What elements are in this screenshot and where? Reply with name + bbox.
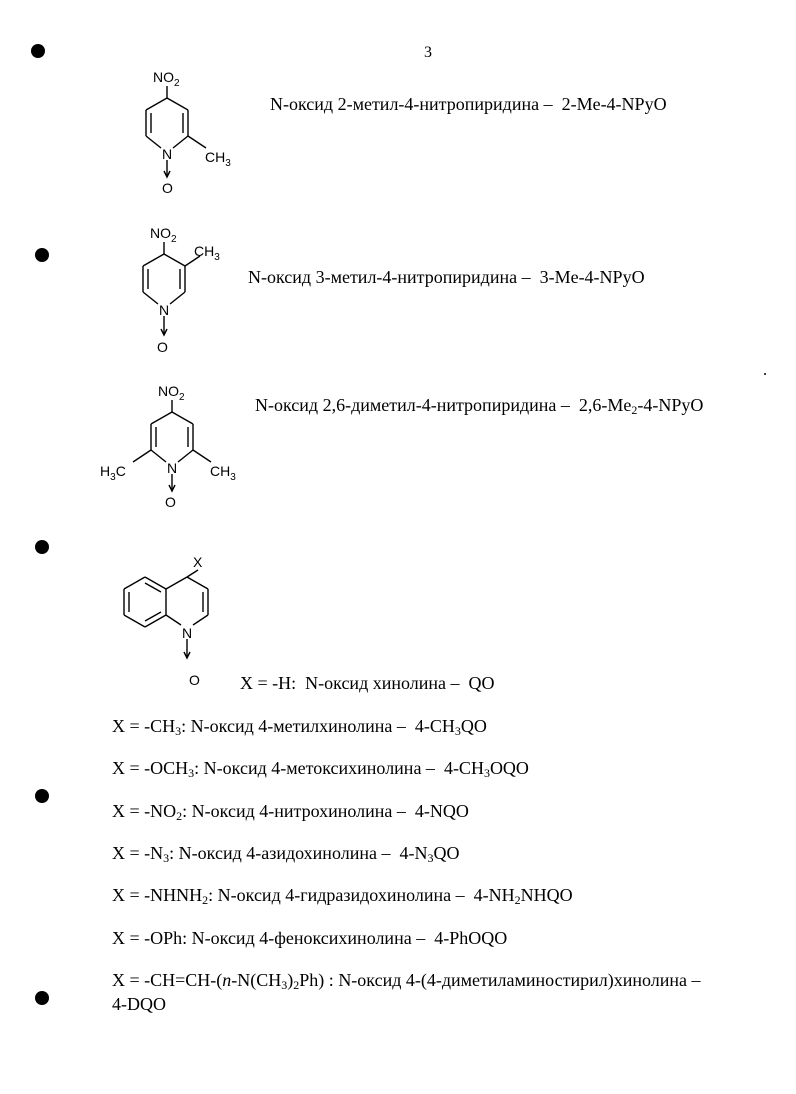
o-label: O [157, 339, 168, 355]
quinoline-line-8-abbr: 4-DQO [112, 994, 166, 1014]
quinoline-line-1: X = -H: N-оксид хинолина – QO [240, 673, 495, 693]
nitro-label: $NO_2$ [150, 225, 177, 245]
x-label: X [193, 554, 203, 570]
structure-quinoline-n-oxide [118, 545, 248, 695]
structure-2-me-4-npyo [115, 66, 255, 221]
methyl-label: $CH_3$ [205, 149, 231, 169]
quinoline-line-4: $X = -NO_2$: N-оксид 4-нитрохинолина – 4-NQO [112, 801, 469, 823]
punch-hole-dot [35, 540, 49, 554]
compound-name: N-оксид 2,6-диметил-4-нитропиридина – [255, 395, 570, 415]
quinoline-line-8: $X = -CH=CH-(n-N(CH_3)_2Ph)$ : N-оксид 4-(4-диметиламиностирил)хинолина – [112, 970, 701, 992]
h3c-label: $H_3C$ [100, 463, 126, 483]
o-label: O [165, 494, 176, 510]
nitro-label: $NO_2$ [158, 383, 185, 403]
quinoline-line-5: $X = -N_3$: N-оксид 4-азидохинолина – $4-N_3QO$ [112, 843, 460, 865]
compound-abbr: $2,6-Me_2-4$-NPyO [578, 395, 704, 417]
n-label: N [159, 302, 170, 318]
methyl-label: $CH_3$ [194, 243, 220, 263]
quinoline-line-3: $X = -OCH_3$: N-оксид 4-метоксихинолина – $4-CH_3OQO$ [112, 758, 529, 780]
compound-name: N-оксид 2-метил-4-нитропиридина – [270, 94, 553, 114]
punch-hole-dot [35, 991, 49, 1005]
punch-hole-dot [31, 44, 45, 58]
compound-line-2 [248, 266, 645, 288]
speck [764, 373, 766, 375]
n-label: N [162, 146, 173, 162]
nitro-label: $NO_2$ [153, 69, 180, 89]
compound-name: N-оксид 3-метил-4-нитропиридина – [248, 267, 531, 287]
quinoline-line-6: $X = -NHNH_2$: N-оксид 4-гидразидохинолина – $4-NH_2NHQO$ [112, 885, 573, 907]
n-label: N [167, 460, 178, 476]
compound-abbr: 3-Me-4-NPyO [539, 267, 645, 287]
o-label: O [162, 180, 173, 196]
compound-abbr: 2-Me-4-NPyO [561, 94, 667, 114]
n-label: N [182, 625, 193, 641]
quinoline-line-2: $X = -CH_3$: N-оксид 4-метилхинолина – $4-CH_3QO$ [112, 716, 487, 738]
compound-line-1 [270, 93, 667, 115]
punch-hole-dot [35, 248, 49, 262]
quinoline-line-7: X = -OPh: N-оксид 4-феноксихинолина – 4-PhOQO [112, 928, 508, 948]
compound-line-3 [255, 394, 703, 421]
punch-hole-dot [35, 789, 49, 803]
methyl-label: $CH_3$ [210, 463, 236, 483]
structure-3-me-4-npyo [110, 222, 250, 377]
o-label: O [189, 672, 200, 688]
structure-2-6-me2-4-npyo [98, 380, 258, 530]
page-number: 3 [424, 44, 432, 61]
